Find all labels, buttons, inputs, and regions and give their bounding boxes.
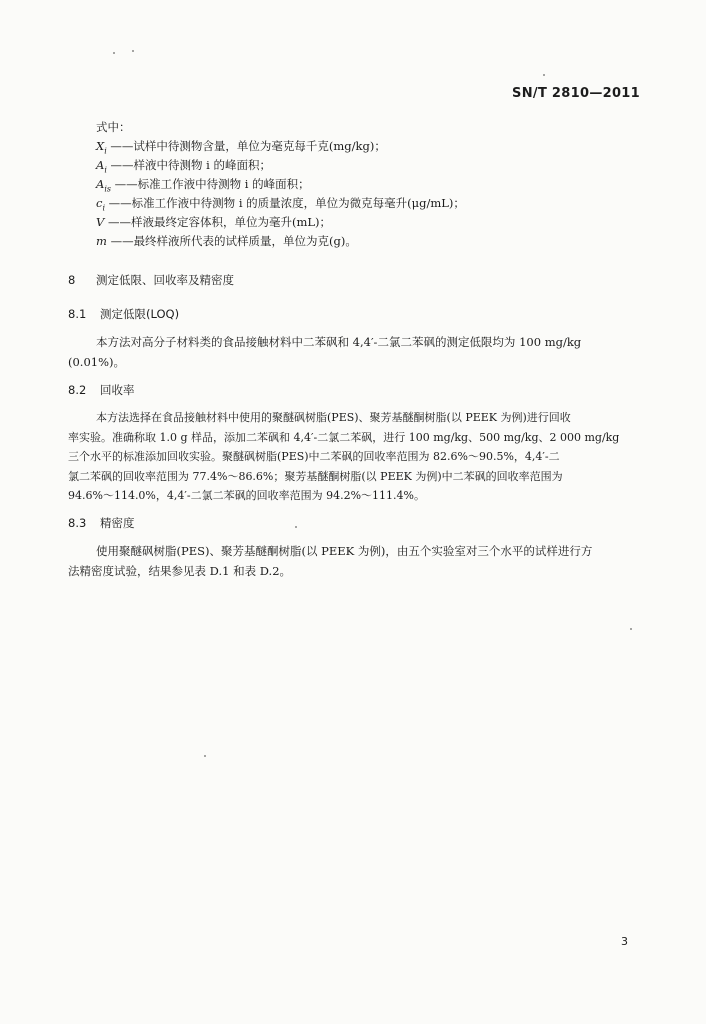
legend-desc: ——最终样液所代表的试样质量，单位为克(g)。 — [110, 234, 357, 248]
scan-speck — [132, 50, 134, 52]
legend-item — [96, 175, 465, 194]
section-number: 8.2 — [68, 383, 87, 397]
legend-item — [96, 194, 465, 213]
section-8-2-heading — [68, 382, 135, 398]
section-8-3-heading — [68, 515, 135, 531]
legend-item — [96, 213, 465, 232]
paragraph-line: 三个水平的标准添加回收实验。聚醚砜树脂(PES)中二苯砜的回收率范围为 82.6%～90.5%，4,4′-二 — [68, 450, 560, 463]
section-title: 精密度 — [100, 516, 135, 530]
legend-desc: ——样液中待测物 i 的峰面积； — [110, 158, 272, 172]
legend-symbol: $A_i$ — [96, 158, 107, 175]
legend-desc: ——标准工作液中待测物 i 的峰面积； — [114, 177, 310, 191]
paragraph-line: (0.01%)。 — [68, 354, 126, 369]
scan-speck — [630, 628, 632, 630]
standard-code: SN/T 2810—2011 — [512, 86, 640, 101]
section-8-1-heading — [68, 306, 179, 322]
section-8-3-body — [68, 542, 642, 581]
legend-symbol: $A_{is}$ — [96, 177, 111, 194]
legend-symbol: $c_i$ — [96, 196, 106, 213]
section-title: 测定低限、回收率及精密度 — [96, 273, 234, 287]
legend-item — [96, 137, 465, 156]
section-number: 8.3 — [68, 516, 87, 530]
legend-symbol: m — [96, 234, 107, 248]
section-8-2-body — [68, 408, 642, 506]
formula-legend — [96, 118, 465, 251]
legend-desc: ——试样中待测物含量，单位为毫克每千克(mg/kg)； — [110, 139, 386, 153]
legend-item — [96, 232, 465, 251]
legend-desc: ——标准工作液中待测物 i 的质量浓度，单位为微克每毫升(μg/mL)； — [108, 196, 465, 210]
section-number: 8.1 — [68, 307, 87, 321]
paragraph-line: 94.6%～114.0%，4,4′-二氯二苯砜的回收率范围为 94.2%～111.4%。 — [68, 489, 425, 502]
paragraph-line: 本方法对高分子材料类的食品接触材料中二苯砜和 4,4′-二氯二苯砜的测定低限均为 100 mg/kg — [96, 335, 582, 349]
scan-speck — [295, 526, 297, 528]
section-title: 测定低限(LOQ) — [100, 307, 180, 321]
scan-speck — [113, 52, 115, 54]
paragraph-line: 氯二苯砜的回收率范围为 77.4%～86.6%；聚芳基醚酮树脂(以 PEEK 为例)中二苯砜的回收率范围为 — [68, 469, 563, 483]
paragraph-line: 使用聚醚砜树脂(PES)、聚芳基醚酮树脂(以 PEEK 为例)，由五个实验室对三个水平的试样进行方 — [96, 544, 593, 558]
section-8-heading — [68, 272, 234, 288]
legend-intro: 式中： — [96, 120, 131, 134]
scan-speck — [204, 755, 206, 757]
legend-symbol: V — [96, 215, 105, 229]
scan-speck — [543, 74, 545, 76]
section-number: 8 — [68, 273, 76, 287]
page-number: 3 — [621, 935, 628, 948]
section-8-1-body — [68, 333, 642, 372]
legend-symbol: $X_i$ — [96, 139, 107, 156]
paragraph-line: 率实验。准确称取 1.0 g 样品，添加二苯砜和 4,4′-二氯二苯砜，进行 100 mg/kg、500 mg/kg、2 000 mg/kg — [68, 430, 620, 444]
paragraph-line: 本方法选择在食品接触材料中使用的聚醚砜树脂(PES)、聚芳基醚酮树脂(以 PEEK 为例)进行回收 — [96, 411, 571, 424]
legend-item — [96, 156, 465, 175]
legend-desc: ——样液最终定容体积，单位为毫升(mL)； — [107, 215, 331, 229]
section-title: 回收率 — [100, 383, 135, 397]
paragraph-line: 法精密度试验，结果参见表 D.1 和表 D.2。 — [68, 563, 292, 578]
